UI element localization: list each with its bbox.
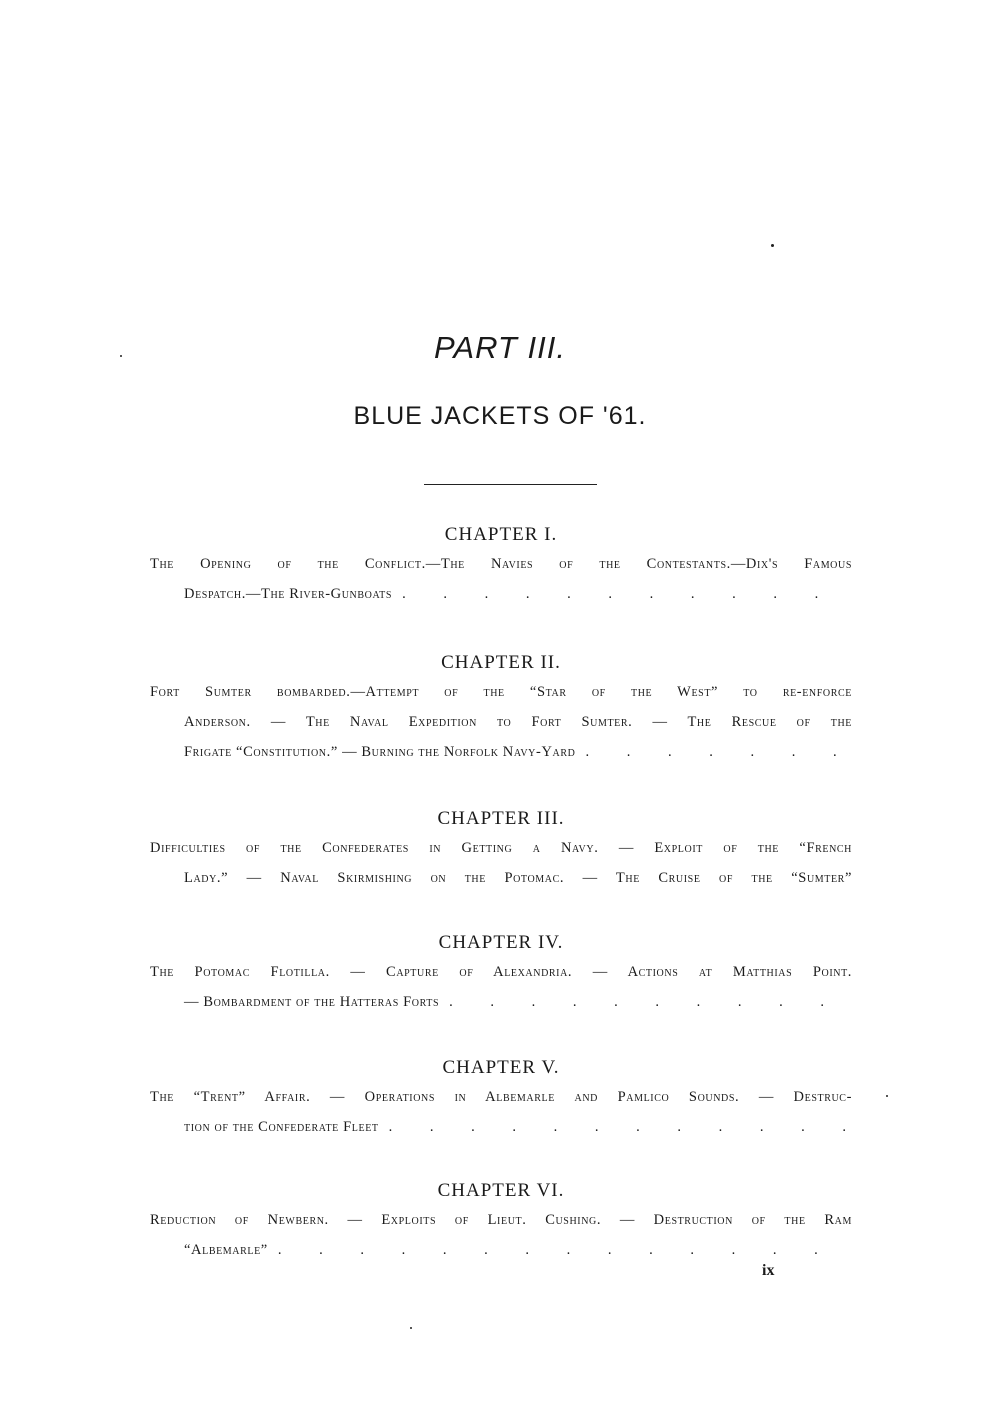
chapter-4	[150, 929, 852, 1017]
summary-line: Difficulties of the Confederates in Getting a Navy. — Exploit of the “French	[150, 840, 852, 856]
title-divider	[424, 484, 597, 485]
scan-speck	[120, 355, 122, 357]
dot-leader	[402, 579, 852, 609]
chapter-2	[150, 649, 852, 767]
chapter-heading: CHAPTER I.	[444, 524, 558, 545]
summary-line: Reduction of Newbern. — Exploits of Lieut. Cushing. — Destruction of the Ram	[150, 1212, 852, 1228]
page-number: ix	[762, 1262, 775, 1279]
chapter-3	[150, 805, 852, 893]
dot-leader	[278, 1235, 852, 1265]
chapter-summary	[150, 549, 852, 609]
chapter-summary	[150, 1082, 852, 1142]
scan-speck	[771, 244, 774, 247]
summary-line-leader	[150, 579, 852, 609]
summary-line-leader	[150, 987, 852, 1017]
chapter-summary	[150, 677, 852, 767]
chapter-1	[150, 521, 852, 609]
summary-line: Lady.” — Naval Skirmishing on the Potomac. — The Cruise of the “Sumter”	[184, 870, 852, 886]
part-title: PART III.	[434, 330, 566, 365]
chapter-heading: CHAPTER V.	[442, 1057, 560, 1078]
summary-line: tion of the Confederate Fleet	[184, 1119, 379, 1135]
summary-line: Fort Sumter bombarded.—Attempt of the “Star of the West” to re-enforce	[150, 684, 852, 700]
summary-line: Despatch.—The River-Gunboats	[184, 586, 393, 602]
dot-leader	[389, 1112, 852, 1142]
summary-line: “Albemarle”	[184, 1242, 268, 1258]
chapter-5	[150, 1054, 852, 1142]
chapter-6	[150, 1177, 852, 1265]
summary-line: The Potomac Flotilla. — Capture of Alexandria. — Actions at Matthias Point.	[150, 964, 852, 980]
summary-line: — Bombardment of the Hatteras Forts	[184, 994, 440, 1010]
dot-leader	[449, 987, 852, 1017]
summary-line: The Opening of the Conflict.—The Navies of the Contestants.—Dix's Famous	[150, 556, 852, 572]
chapter-summary	[150, 1205, 852, 1265]
chapter-heading: CHAPTER II.	[441, 652, 561, 673]
chapter-summary	[150, 833, 852, 893]
scan-speck	[410, 1327, 412, 1329]
part-subtitle: BLUE JACKETS OF '61.	[353, 402, 647, 430]
dot-leader	[585, 737, 852, 767]
chapter-heading: CHAPTER VI.	[437, 1180, 565, 1201]
chapter-summary	[150, 957, 852, 1017]
summary-line: Anderson. — The Naval Expedition to Fort Sumter. — The Rescue of the	[184, 714, 852, 730]
summary-line: Frigate “Constitution.” — Burning the Norfolk Navy-Yard	[184, 744, 576, 760]
summary-line-leader	[150, 1235, 852, 1265]
summary-line-leader	[150, 1112, 852, 1142]
summary-line: The “Trent” Affair. — Operations in Albemarle and Pamlico Sounds. — Destruc-	[150, 1089, 852, 1105]
chapter-heading: CHAPTER IV.	[438, 932, 564, 953]
chapter-heading: CHAPTER III.	[437, 808, 565, 829]
scan-speck	[886, 1095, 888, 1097]
summary-line-leader	[150, 737, 852, 767]
